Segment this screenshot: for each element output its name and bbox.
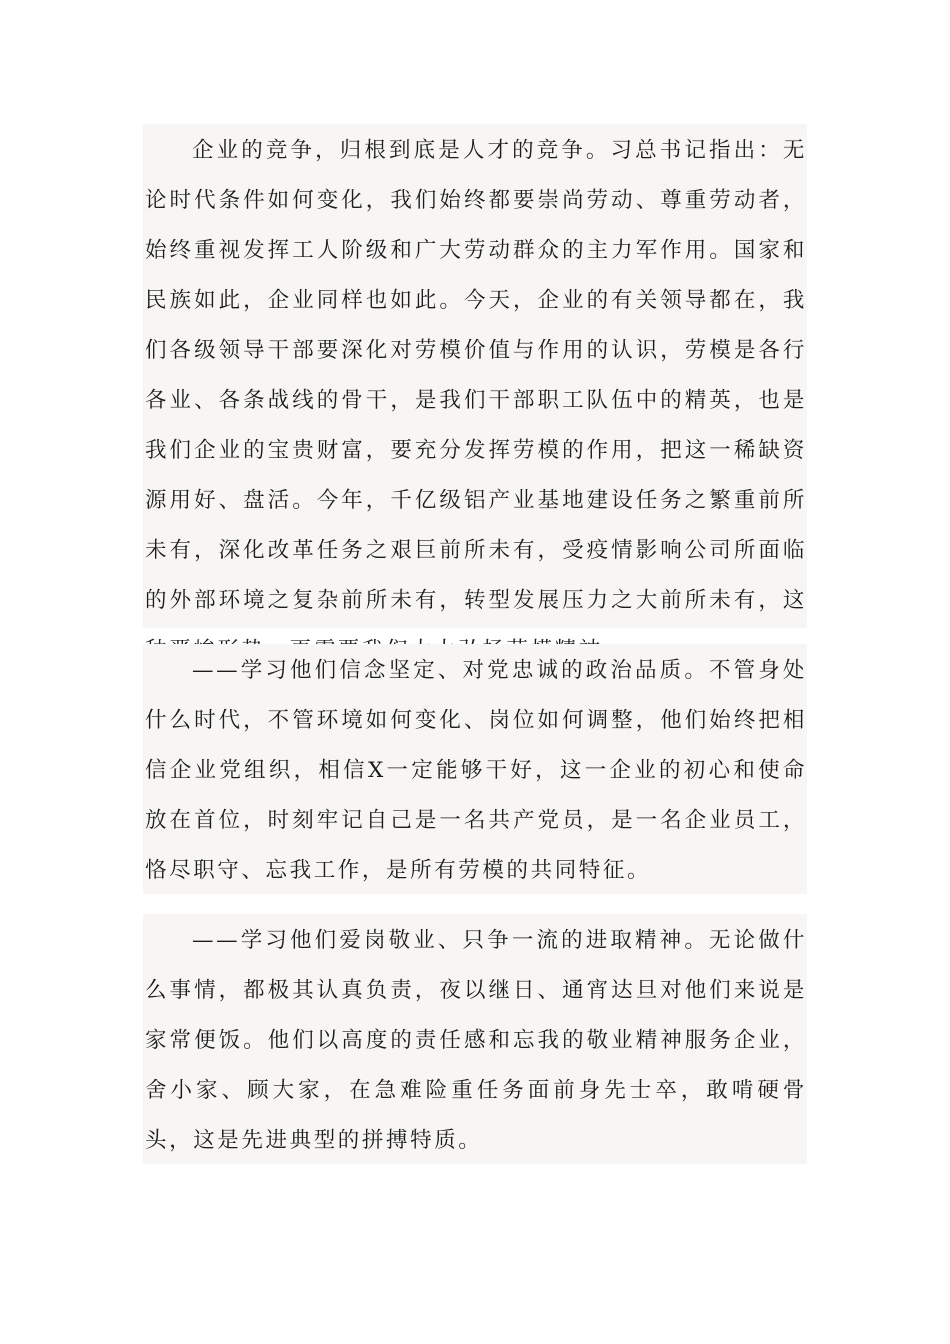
paragraph-dedication-spirit: ——学习他们爱岗敬业、只争一流的进取精神。无论做什么事情，都极其认真负责，夜以继日、通宵达旦对他们来说是家常便饭。他们以高度的责任感和忘我的敬业精神服务企业，舍小家、顾大家，在急难险重任务面前身先士卒，敢啃硬骨头，这是先进典型的拼搏特质。 <box>145 928 807 1153</box>
paragraph-block-dedication-spirit <box>143 914 807 1164</box>
paragraph-block-talent-competition <box>143 124 807 628</box>
paragraph-talent-competition: 企业的竞争，归根到底是人才的竞争。习总书记指出：无论时代条件如何变化，我们始终都要崇尚劳动、尊重劳动者，始终重视发挥工人阶级和广大劳动群众的主力军作用。国家和民族如此，企业同样也如此。今天，企业的有关领导都在，我们各级领导干部要深化对劳模价值与作用的认识，劳模是各行各业、各条战线的骨干，是我们干部职工队伍中的精英，也是我们企业的宝贵财富，要充分发挥劳模的作用，把这一稀缺资源用好、盘活。今年，千亿级铝产业基地建设任务之繁重前所未有，深化改革任务之艰巨前所未有，受疫情影响公司所面临的外部环境之复杂前所未有，转型发展压力之大前所未有，这 <box>145 138 807 613</box>
paragraph-political-quality: ——学习他们信念坚定、对党忠诚的政治品质。不管身处什么时代，不管环境如何变化、岗位如何调整，他们始终把相信企业党组织，相信X一定能够干好，这一企业的初心和使命放在首位，时刻牢记自己是一名共产党员，是一名企业员工，恪尽职守、忘我工作，是所有劳模的共同特征。 <box>145 658 807 883</box>
paragraph-block-political-quality <box>143 644 807 894</box>
